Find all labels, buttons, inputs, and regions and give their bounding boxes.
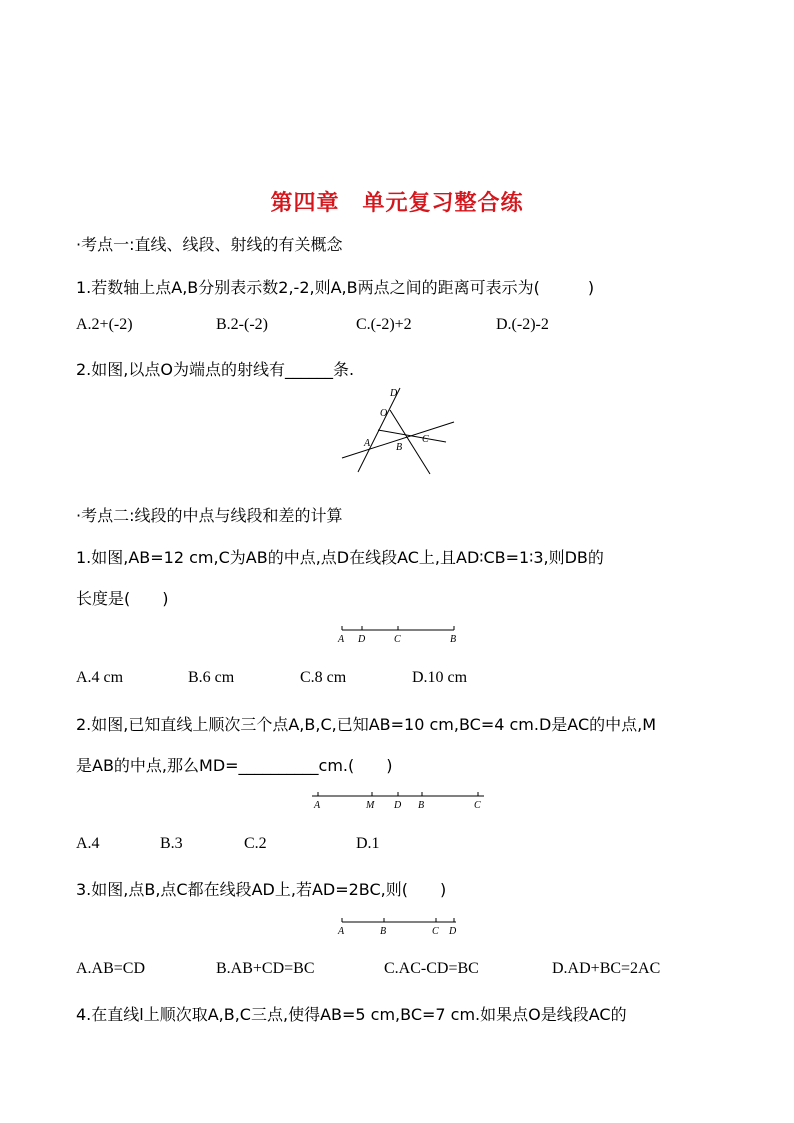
- label-o: O: [380, 408, 388, 419]
- segment-figure-3: [334, 914, 464, 938]
- rays-figure: [330, 384, 470, 479]
- label-a: A: [338, 926, 345, 937]
- option-a: A.4: [76, 835, 100, 852]
- label-b: B: [396, 442, 403, 453]
- s1-question-1: 1.若数轴上点A,B分别表示数2,-2,则A,B两点之间的距离可表示为( ): [76, 278, 595, 297]
- page-title: 第四章 单元复习整合练: [270, 191, 524, 216]
- section-1-heading: ·考点一:直线、线段、射线的有关概念: [76, 235, 343, 254]
- option-a: A.2+(-2): [76, 316, 133, 333]
- s1-question-2: 2.如图,以点O为端点的射线有______条.: [76, 360, 355, 379]
- s2-question-1-line1: 1.如图,AB=12 cm,C为AB的中点,点D在线段AC上,且AD∶CB=1∶3,则DB的: [76, 548, 604, 567]
- label-d: D: [449, 926, 457, 937]
- label-b: B: [380, 926, 387, 937]
- segment-figure-2: [306, 788, 490, 812]
- label-d: D: [390, 388, 398, 399]
- label-c: C: [432, 926, 439, 937]
- label-a: A: [338, 634, 345, 645]
- s2-question-2-line1: 2.如图,已知直线上顺次三个点A,B,C,已知AB=10 cm,BC=4 cm.D是AC的中点,M: [76, 715, 657, 734]
- option-d: D.(-2)-2: [496, 316, 549, 333]
- s2-question-3: 3.如图,点B,点C都在线段AD上,若AD=2BC,则( ): [76, 880, 447, 899]
- option-b: B.6 cm: [188, 669, 235, 686]
- option-c: C.(-2)+2: [356, 316, 412, 333]
- option-a: A.AB=CD: [76, 960, 146, 977]
- option-c: C.AC-CD=BC: [384, 960, 479, 977]
- label-a: A: [314, 800, 321, 811]
- option-d: D.AD+BC=2AC: [552, 960, 661, 977]
- option-c: C.8 cm: [300, 669, 347, 686]
- section-2-heading: ·考点二:线段的中点与线段和差的计算: [76, 506, 343, 525]
- label-c: C: [474, 800, 481, 811]
- option-b: B.3: [160, 835, 183, 852]
- option-c: C.2: [244, 835, 267, 852]
- label-c: C: [394, 634, 401, 645]
- s2-question-4: 4.在直线l上顺次取A,B,C三点,使得AB=5 cm,BC=7 cm.如果点O是线段AC的: [76, 1005, 627, 1024]
- option-b: B.2-(-2): [216, 316, 268, 333]
- label-b: B: [450, 634, 457, 645]
- label-m: M: [366, 800, 375, 811]
- label-d: D: [394, 800, 402, 811]
- option-d: D.1: [356, 835, 380, 852]
- option-a: A.4 cm: [76, 669, 124, 686]
- label-c: C: [422, 434, 429, 445]
- label-a: A: [364, 438, 371, 449]
- s2-question-1-line2: 长度是( ): [76, 589, 169, 608]
- line-bc: [378, 430, 446, 442]
- label-b: B: [418, 800, 425, 811]
- s2-question-2-line2: 是AB的中点,那么MD=__________cm.( ): [76, 756, 393, 775]
- option-d: D.10 cm: [412, 669, 468, 686]
- option-b: B.AB+CD=BC: [216, 960, 315, 977]
- segment-figure-1: [332, 622, 462, 646]
- label-d: D: [358, 634, 366, 645]
